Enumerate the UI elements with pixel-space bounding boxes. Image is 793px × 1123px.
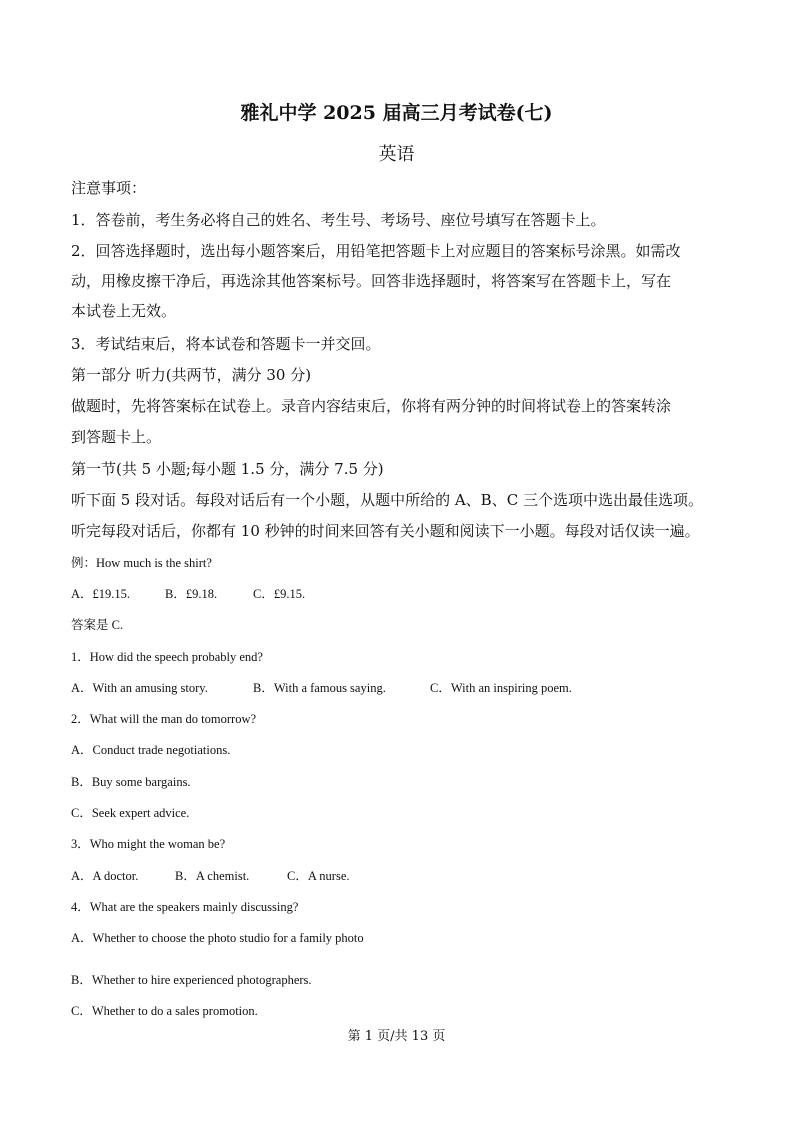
notice-heading: 注意事项：: [71, 179, 147, 197]
part1-intro-line-2: 到答题卡上。: [71, 428, 162, 446]
section1-instructions-line-2: 听完每段对话后，你都有 10 秒钟的时间来回答有关小题和阅读下一小题。每段对话仅读一遍。: [71, 522, 700, 540]
example-option-c: C．£9.15.: [253, 587, 306, 601]
notice-item-2-line-3: 本试卷上无效。: [71, 302, 177, 320]
question-1-options: [71, 678, 572, 698]
question-3-options: [71, 866, 350, 886]
question-1-option-b: B．With a famous saying.: [253, 681, 386, 695]
question-4-option-a: A．Whether to choose the photo studio for a family photo: [71, 931, 364, 945]
question-3-option-b: B．A chemist.: [175, 869, 250, 883]
notice-item-3: 3．考试结束后，将本试卷和答题卡一并交回。: [71, 335, 381, 353]
part1-heading: 第一部分 听力(共两节，满分 30 分): [71, 366, 312, 384]
part1-intro-line-1: 做题时，先将答案标在试卷上。录音内容结束后，你将有两分钟的时间将试卷上的答案转涂: [71, 397, 672, 415]
section1-instructions-line-1: 听下面 5 段对话。每段对话后有一个小题，从题中所给的 A、B、C 三个选项中选出最佳选项。: [71, 491, 703, 509]
question-1-option-a: A．With an amusing story.: [71, 681, 208, 695]
question-2-option-a: A．Conduct trade negotiations.: [71, 743, 231, 757]
question-2-option-b: B．Buy some bargains.: [71, 775, 191, 789]
question-3: 3．Who might the woman be?: [71, 837, 226, 851]
question-3-option-a: A．A doctor.: [71, 869, 139, 883]
subject-title: 英语: [378, 144, 415, 165]
question-3-option-c: C．A nurse.: [287, 869, 350, 883]
example-question: 例：How much is the shirt?: [71, 556, 212, 570]
question-2: 2．What will the man do tomorrow?: [71, 712, 257, 726]
example-option-a: A．£19.15.: [71, 587, 131, 601]
example-option-b: B．£9.18.: [165, 587, 218, 601]
example-answer: 答案是 C.: [71, 618, 124, 632]
section1-heading: 第一节(共 5 小题;每小题 1.5 分，满分 7.5 分): [71, 460, 384, 478]
example-options: [71, 584, 305, 604]
notice-item-1: 1．答卷前，考生务必将自己的姓名、考生号、考场号、座位号填写在答题卡上。: [71, 211, 606, 229]
question-1: 1．How did the speech probably end?: [71, 650, 263, 664]
page-footer: 第 1 页/共 13 页: [347, 1029, 446, 1044]
notice-item-2-line-1: 2．回答选择题时，选出每小题答案后，用铅笔把答题卡上对应题目的答案标号涂黑。如需改: [71, 242, 681, 260]
question-4: 4．What are the speakers mainly discussing?: [71, 900, 299, 914]
question-2-option-c: C．Seek expert advice.: [71, 806, 190, 820]
question-4-option-c: C．Whether to do a sales promotion.: [71, 1004, 258, 1018]
question-1-option-c: C．With an inspiring poem.: [430, 681, 572, 695]
question-4-option-b: B．Whether to hire experienced photographers.: [71, 973, 312, 987]
exam-title: 雅礼中学 2025 届高三月考试卷(七): [240, 102, 553, 124]
notice-item-2-line-2: 动，用橡皮擦干净后，再选涂其他答案标号。回答非选择题时，将答案写在答题卡上，写在: [71, 272, 672, 290]
